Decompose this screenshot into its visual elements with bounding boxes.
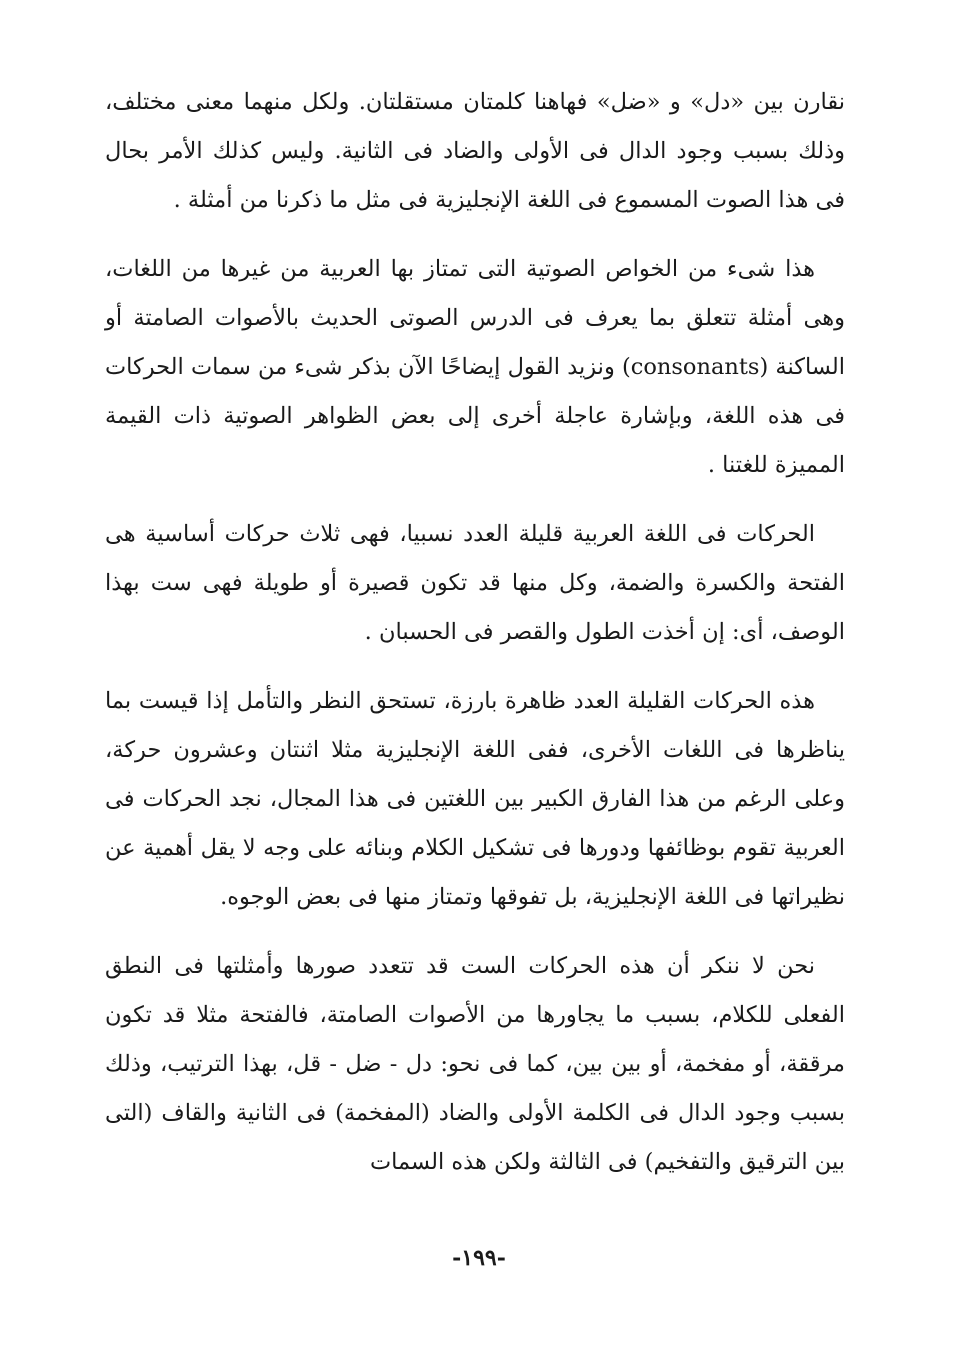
paragraph-2: هذا شىء من الخواص الصوتية التى تمتاز بها العربية من غيرها من اللغات، وهى أمثلة تتعلق بما يعرف فى الدرس الصوتى الحديث بالأصوات الصامتة أو الساكنة (consonants) ونزيد القول إيضاحًا الآن بذكر شىء من سمات الحركات فى هذه اللغة، وبإشارة عاجلة أخرى إلى بعض الظواهر الصوتية ذات القيمة المميزة للغتنا . bbox=[105, 256, 845, 478]
body-text bbox=[105, 78, 845, 1207]
paragraph-3: الحركات فى اللغة العربية قليلة العدد نسبيا، فهى ثلاث حركات أساسية هى الفتحة والكسرة والضمة، وكل منها قد تكون قصيرة أو طويلة فهى ست بهذا الوصف، أى: إن أخذت الطول والقصر فى الحسبان . bbox=[105, 521, 845, 645]
paragraph-5: نحن لا ننكر أن هذه الحركات الست قد تتعدد صورها وأمثلتها فى النطق الفعلى للكلام، بسبب ما يجاورها من الأصوات الصامتة، فالفتحة مثلا قد تكون مرققة، أو مفخمة، أو بين بين، كما فى نحو: دل - ضل - قل، بهذا الترتيب، وذلك بسبب وجود الدال فى الكلمة الأولى والضاد (المفخمة) فى الثانية والقاف (التى بين الترقيق والتفخيم) فى الثالثة ولكن هذه السمات bbox=[105, 953, 845, 1175]
paragraph-1: نقارن بين «دل» و «ضل» فهاهنا كلمتان مستقلتان. ولكل منهما معنى مختلف، وذلك بسبب وجود الدال فى الأولى والضاد فى الثانية. وليس كذلك الأمر بحال فى هذا الصوت المسموع فى اللغة الإنجليزية فى مثل ما ذكرنا من أمثلة . bbox=[105, 89, 845, 213]
paragraph-4: هذه الحركات القليلة العدد ظاهرة بارزة، تستحق النظر والتأمل إذا قيست بما يناظرها فى اللغات الأخرى، ففى اللغة الإنجليزية مثلا اثنتان وعشرون حركة، وعلى الرغم من هذا الفارق الكبير بين اللغتين فى هذا المجال، نجد الحركات فى العربية تقوم بوظائفها ودورها فى تشكيل الكلام وبنائه على وجه لا يقل أهمية عن نظيراتها فى اللغة الإنجليزية، بل تفوقها وتمتاز منها فى بعض الوجوه. bbox=[105, 688, 845, 910]
page-number: -١٩٩- bbox=[452, 1245, 506, 1271]
